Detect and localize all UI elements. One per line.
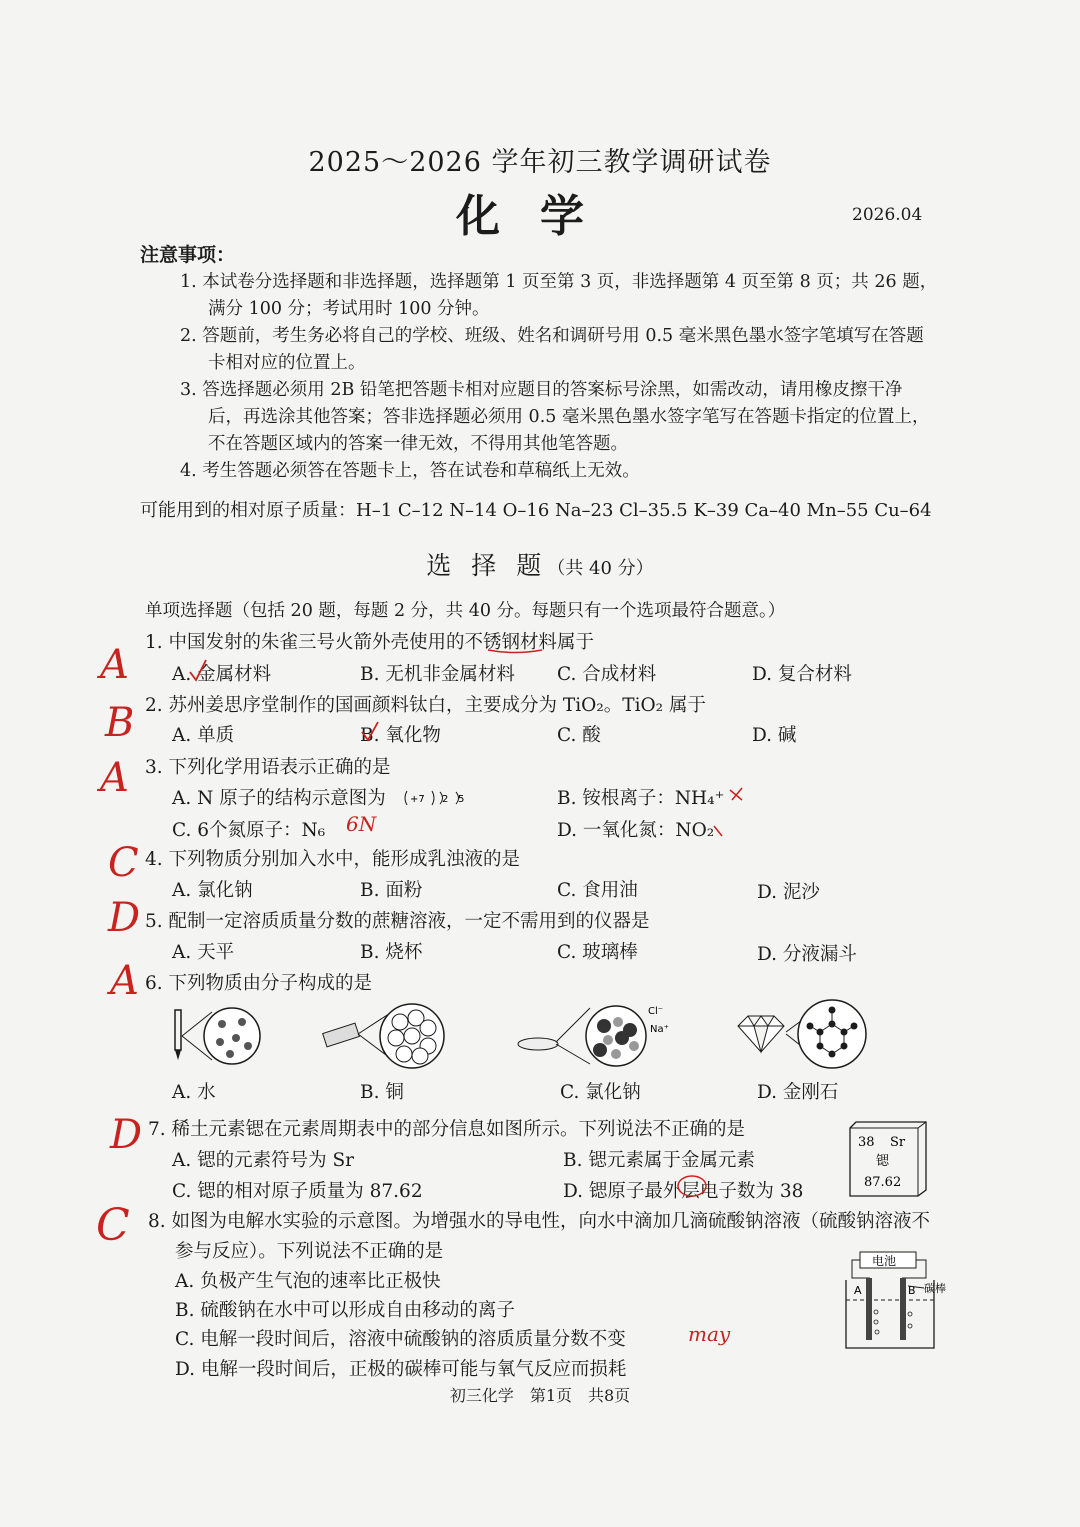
q7-option-d: D. 锶原子最外层电子数为 38 [563,1181,804,1202]
q5-option-a: A. 天平 [172,942,235,963]
handwritten-answer-7: D [110,1112,143,1158]
q3-option-c: C. 6个氮原子：N₆ [172,820,326,841]
q2-option-c: C. 酸 [557,725,601,746]
section-title: 选 择 题 [426,551,548,580]
q4-option-d: D. 泥沙 [757,882,820,903]
notice-line: 后，再选涂其他答案；答非选择题必须用 0.5 毫米黑色墨水签字笔写在答题卡指定的位置上， [208,407,930,427]
q8-option-a: A. 负极产生气泡的速率比正极快 [175,1271,441,1292]
circle-outer-shell [678,1176,706,1196]
section-instruction: 单项选择题（包括 20 题，每题 2 分，共 40 分。每题只有一个选项最符合题意。） [145,601,786,621]
q2-option-a: A. 单质 [172,725,235,746]
question-1: 1. 中国发射的朱雀三号火箭外壳使用的不锈钢材料属于 [145,632,595,653]
question-4: 4. 下列物质分别加入水中，能形成乳浊液的是 [145,849,521,870]
q3-option-d: D. 一氧化氮：NO₂ [557,820,715,841]
handwritten-answer-4: C [108,840,139,886]
atom-nucleus: +7 [410,794,425,805]
q4-option-c: C. 食用油 [557,880,638,901]
q6-option-d: D. 金刚石 [757,1082,839,1103]
q3-option-b: B. 铵根离子：NH₄⁺ [557,788,725,809]
notice-line: 4. 考生答题必须答在答题卡上，答在试卷和草稿纸上无效。 [180,461,640,481]
notice-line: 满分 100 分；考试用时 100 分钟。 [208,299,490,319]
q6-option-c: C. 氯化钠 [560,1082,641,1103]
q7-option-c: C. 锶的相对原子质量为 87.62 [172,1181,423,1202]
atomic-masses: 可能用到的相对原子质量：H–1 C–12 N–14 O–16 Na–23 Cl–35.5 K–39 Ca–40 Mn–55 Cu–64 [140,500,932,521]
cross-mark-q3b [730,788,742,800]
subject-title: 化学 [456,191,624,242]
check-mark-q2 [362,722,378,740]
q5-option-d: D. 分液漏斗 [757,944,857,965]
q6-option-a: A. 水 [172,1082,216,1103]
exam-date: 2026.04 [852,205,923,225]
battery-label: 电池 [872,1254,897,1268]
atomic-number: 38 [858,1135,875,1150]
sodium-ion-label: Na⁺ [650,1024,669,1035]
element-symbol: Sr [890,1135,906,1150]
q8-option-d: D. 电解一段时间后，正极的碳棒可能与氧气反应而损耗 [175,1359,627,1380]
q6-option-b: B. 铜 [360,1082,404,1103]
question-2: 2. 苏州姜思序堂制作的国画颜料钛白，主要成分为 TiO₂。TiO₂ 属于 [145,695,706,716]
atom-shell-2: 5 [458,794,465,805]
handwritten-answer-6: A [110,958,139,1004]
handwritten-answer-2: B [105,700,135,746]
q7-option-a: A. 锶的元素符号为 Sr [172,1150,355,1171]
question-8: 8. 如图为电解水实验的示意图。为增强水的导电性，向水中滴加几滴硫酸钠溶液（硫酸钠溶液不 [148,1211,931,1232]
carbon-rod-label: 碳棒 [924,1282,946,1295]
electrode-a-label: A [854,1284,862,1297]
notice-heading: 注意事项： [140,244,236,266]
q1-option-c: C. 合成材料 [557,664,657,685]
electrode-b-label: B [908,1284,916,1297]
notice-line: 2. 答题前，考生务必将自己的学校、班级、姓名和调研号用 0.5 毫米黑色墨水签字笔填写在答题 [180,326,924,346]
page-footer: 初三化学 第1页 共8页 [449,1386,631,1405]
question-5: 5. 配制一定溶质质量分数的蔗糖溶液，一定不需用到的仪器是 [145,911,650,932]
element-name: 锶 [876,1154,890,1169]
q5-option-b: B. 烧杯 [360,942,423,963]
q3-option-a: A. N 原子的结构示意图为 [172,788,386,809]
check-mark-q1 [190,660,206,680]
section-points: （共 40 分） [547,558,654,579]
handwritten-answer-3: A [100,755,129,801]
q7-option-b: B. 锶元素属于金属元素 [563,1150,755,1171]
handwritten-answer-5: D [108,895,141,941]
q8-option-c: C. 电解一段时间后，溶液中硫酸钠的溶质质量分数不变 [175,1329,626,1350]
notice-line: 卡相对应的位置上。 [208,353,366,373]
exam-title: 2025～2026 学年初三教学调研试卷 [308,147,772,178]
mark-q3d [714,826,722,836]
q1-option-b: B. 无机非金属材料 [360,664,515,685]
q2-option-d: D. 碱 [752,725,797,746]
q1-option-a: A. 金属材料 [172,664,272,685]
atom-shell-1: 2 [442,794,449,805]
notice-line: 不在答题区域内的答案一律无效，不得用其他笔答题。 [208,434,628,454]
handwritten-answer-1: A [100,642,129,688]
notice-line: 3. 答选择题必须用 2B 铅笔把答题卡相对应题目的答案标号涂黑，如需改动，请用橡皮擦干净 [180,380,903,400]
q1-option-d: D. 复合材料 [752,664,852,685]
q2-option-b: B. 氧化物 [360,725,441,746]
chloride-ion-label: Cl⁻ [648,1006,664,1017]
handwritten-correction-q3c: 6N [346,812,377,836]
q5-option-c: C. 玻璃棒 [557,942,638,963]
q4-option-b: B. 面粉 [360,880,423,901]
handwritten-answer-8: C [96,1200,130,1251]
underline-stainless-steel [488,650,542,653]
q4-option-a: A. 氯化钠 [172,880,253,901]
handwritten-note-q8: may [688,1322,731,1346]
question-3: 3. 下列化学用语表示正确的是 [145,757,391,778]
q8-option-b: B. 硫酸钠在水中可以形成自由移动的离子 [175,1300,515,1321]
question-6: 6. 下列物质由分子构成的是 [145,973,373,994]
question-7: 7. 稀土元素锶在元素周期表中的部分信息如图所示。下列说法不正确的是 [148,1119,746,1140]
question-8-continued: 参与反应）。下列说法不正确的是 [175,1241,444,1262]
atomic-mass: 87.62 [864,1175,902,1190]
notice-line: 1. 本试卷分选择题和非选择题，选择题第 1 页至第 3 页，非选择题第 4 页至第 8 页；共 26 题， [180,272,938,292]
